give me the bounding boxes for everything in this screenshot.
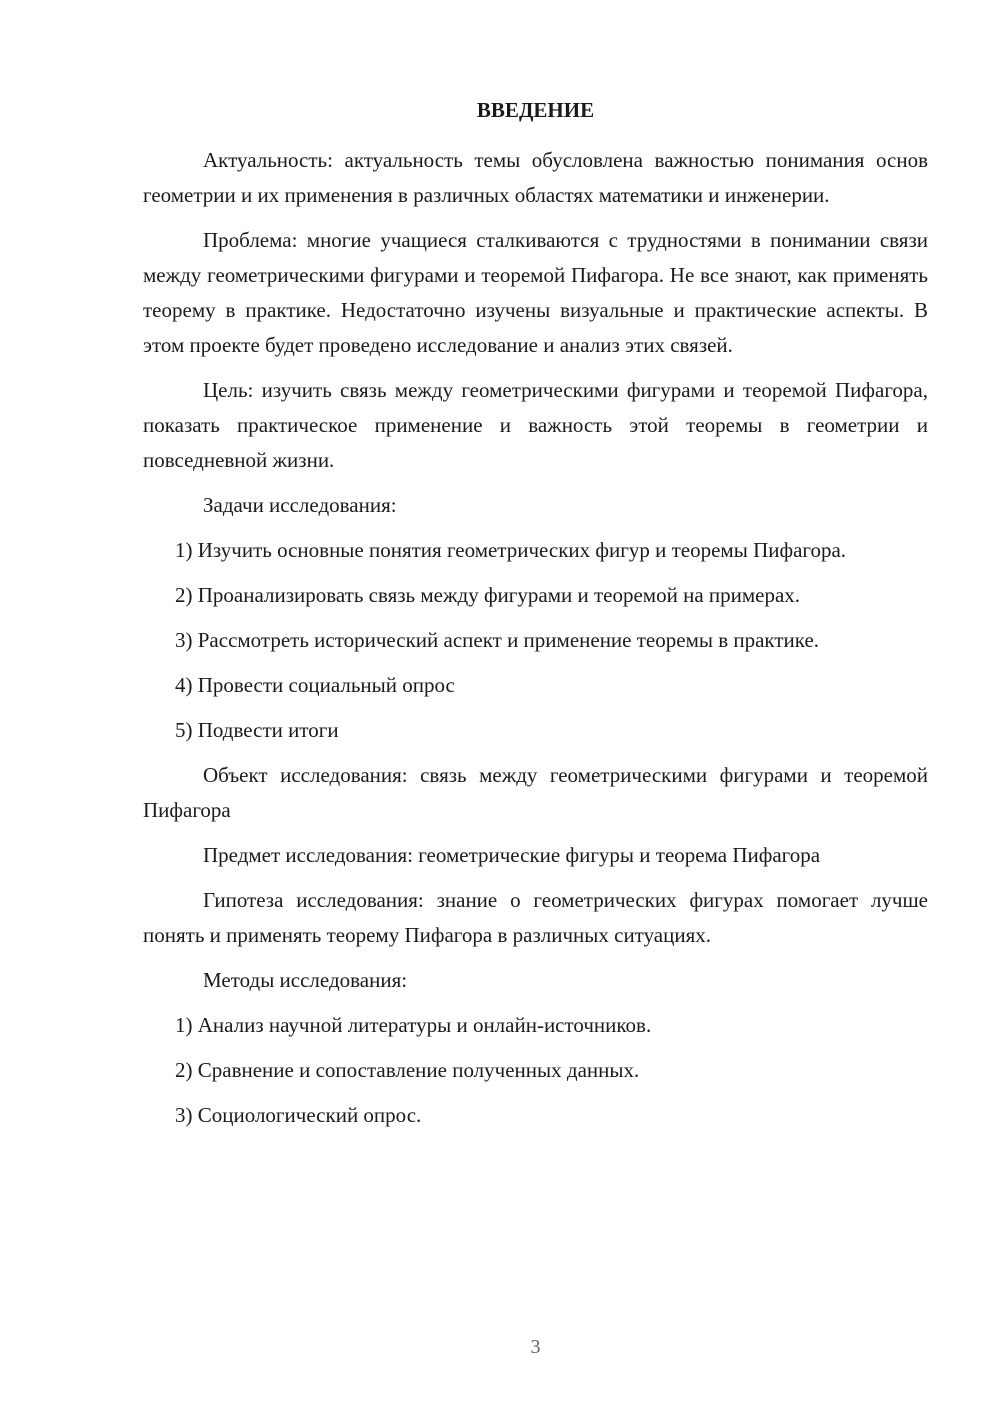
document-body <box>143 143 928 1143</box>
tasks-heading: Задачи исследования: <box>203 493 397 517</box>
task-item-2: 2) Проанализировать связь между фигурами и теоремой на примерах. <box>175 583 801 607</box>
relevance-paragraph: Актуальность: актуальность темы обусловлена важностью понимания основ геометрии и их применения в различных областях математики и инженерии. <box>143 148 928 207</box>
page-number: 3 <box>530 1336 541 1358</box>
task-item-5: 5) Подвести итоги <box>175 718 339 742</box>
task-item-4: 4) Провести социальный опрос <box>175 673 455 697</box>
problem-paragraph: Проблема: многие учащиеся сталкиваются с трудностями в понимании связи между геометрическими фигурами и теоремой Пифагора. Не все знают, как применять теорему в практике. Недостаточно изучены визуальные и практические аспекты. В этом проекте будет проведено исследование и анализ этих связей. <box>143 228 928 357</box>
subject-paragraph: Предмет исследования: геометрические фигуры и теорема Пифагора <box>203 843 821 867</box>
method-item-3: 3) Социологический опрос. <box>175 1103 422 1127</box>
method-item-2: 2) Сравнение и сопоставление полученных данных. <box>175 1058 640 1082</box>
methods-heading: Методы исследования: <box>203 968 408 992</box>
goal-paragraph: Цель: изучить связь между геометрическими фигурами и теоремой Пифагора, показать практическое применение и важность этой теоремы в геометрии и повседневной жизни. <box>143 378 928 472</box>
object-paragraph: Объект исследования: связь между геометрическими фигурами и теоремой Пифагора <box>143 763 928 822</box>
page-title: ВВЕДЕНИЕ <box>476 98 595 122</box>
hypothesis-paragraph: Гипотеза исследования: знание о геометрических фигурах помогает лучше понять и применять теорему Пифагора в различных ситуациях. <box>143 888 928 947</box>
task-item-3: 3) Рассмотреть исторический аспект и применение теоремы в практике. <box>175 628 820 652</box>
task-item-1: 1) Изучить основные понятия геометрических фигур и теоремы Пифагора. <box>175 538 847 562</box>
document-page <box>143 0 928 1414</box>
method-item-1: 1) Анализ научной литературы и онлайн-источников. <box>175 1013 652 1037</box>
